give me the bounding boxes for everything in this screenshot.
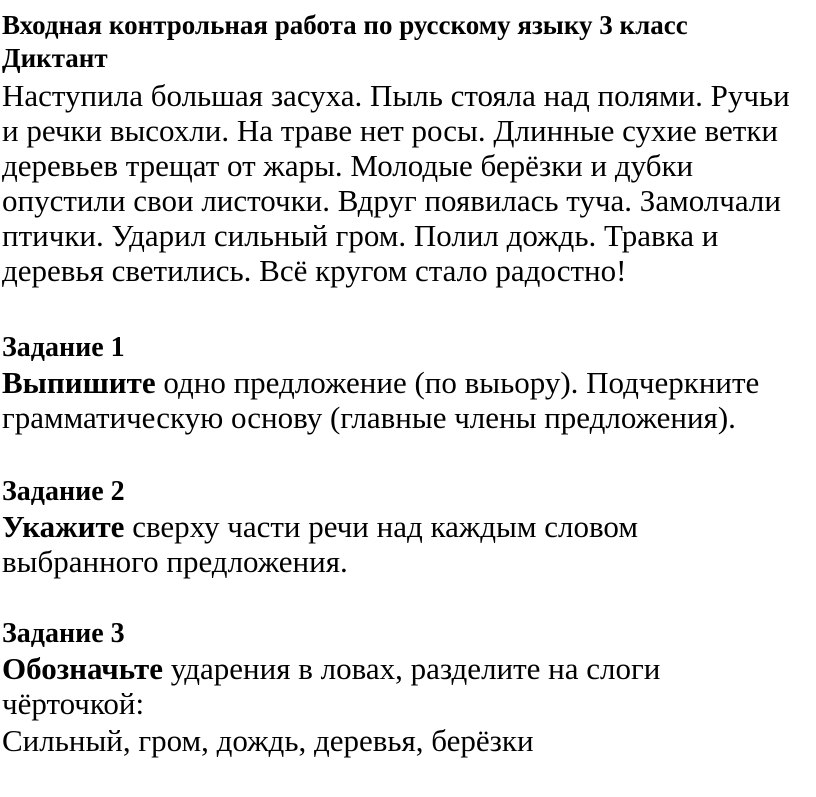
- dictation-line: и речки высохли. На траве нет росы. Длинные сухие ветки: [2, 113, 778, 148]
- task-heading: Задание 1: [2, 332, 125, 363]
- task-instruction-line: выбранного предложения.: [2, 544, 348, 579]
- task-instruction: [2, 366, 759, 400]
- dictation-subtitle: Диктант: [2, 43, 108, 73]
- dictation-line: деревьев трещат от жары. Молодые берёзки и дубки: [2, 148, 694, 183]
- document-title: Входная контрольная работа по русскому языку 3 класс: [2, 10, 688, 40]
- task-instruction-line: чёрточкой:: [2, 686, 145, 721]
- task-instruction-text: ударения в ловах, разделите на слоги: [162, 651, 661, 686]
- task-verb: Укажите: [2, 509, 125, 544]
- dictation-line: опустили свои листочки. Вдруг появилась туча. Замолчали: [2, 183, 781, 218]
- task-instruction: [2, 652, 660, 686]
- dictation-line: Наступила большая засуха. Пыль стояла над полями. Ручьи: [2, 78, 790, 113]
- word-list: Сильный, гром, дождь, деревья, берёзки: [2, 723, 534, 758]
- task-verb: Обозначьте: [2, 651, 163, 686]
- task-instruction-text: сверху части речи над каждым словом: [124, 509, 638, 544]
- task-instruction-line: грамматическую основу (главные члены предложения).: [2, 400, 736, 435]
- task-heading: Задание 2: [2, 476, 125, 507]
- task-verb: Выпишите: [2, 365, 156, 400]
- dictation-line: птички. Ударил сильный гром. Полил дождь. Травка и: [2, 218, 719, 253]
- dictation-line: деревья светились. Всё кругом стало радостно!: [2, 253, 627, 288]
- task-instruction: [2, 510, 638, 544]
- task-heading: Задание 3: [2, 618, 125, 649]
- document-page: [2, 0, 812, 797]
- task-instruction-text: одно предложение (по выьору). Подчеркните: [155, 365, 760, 400]
